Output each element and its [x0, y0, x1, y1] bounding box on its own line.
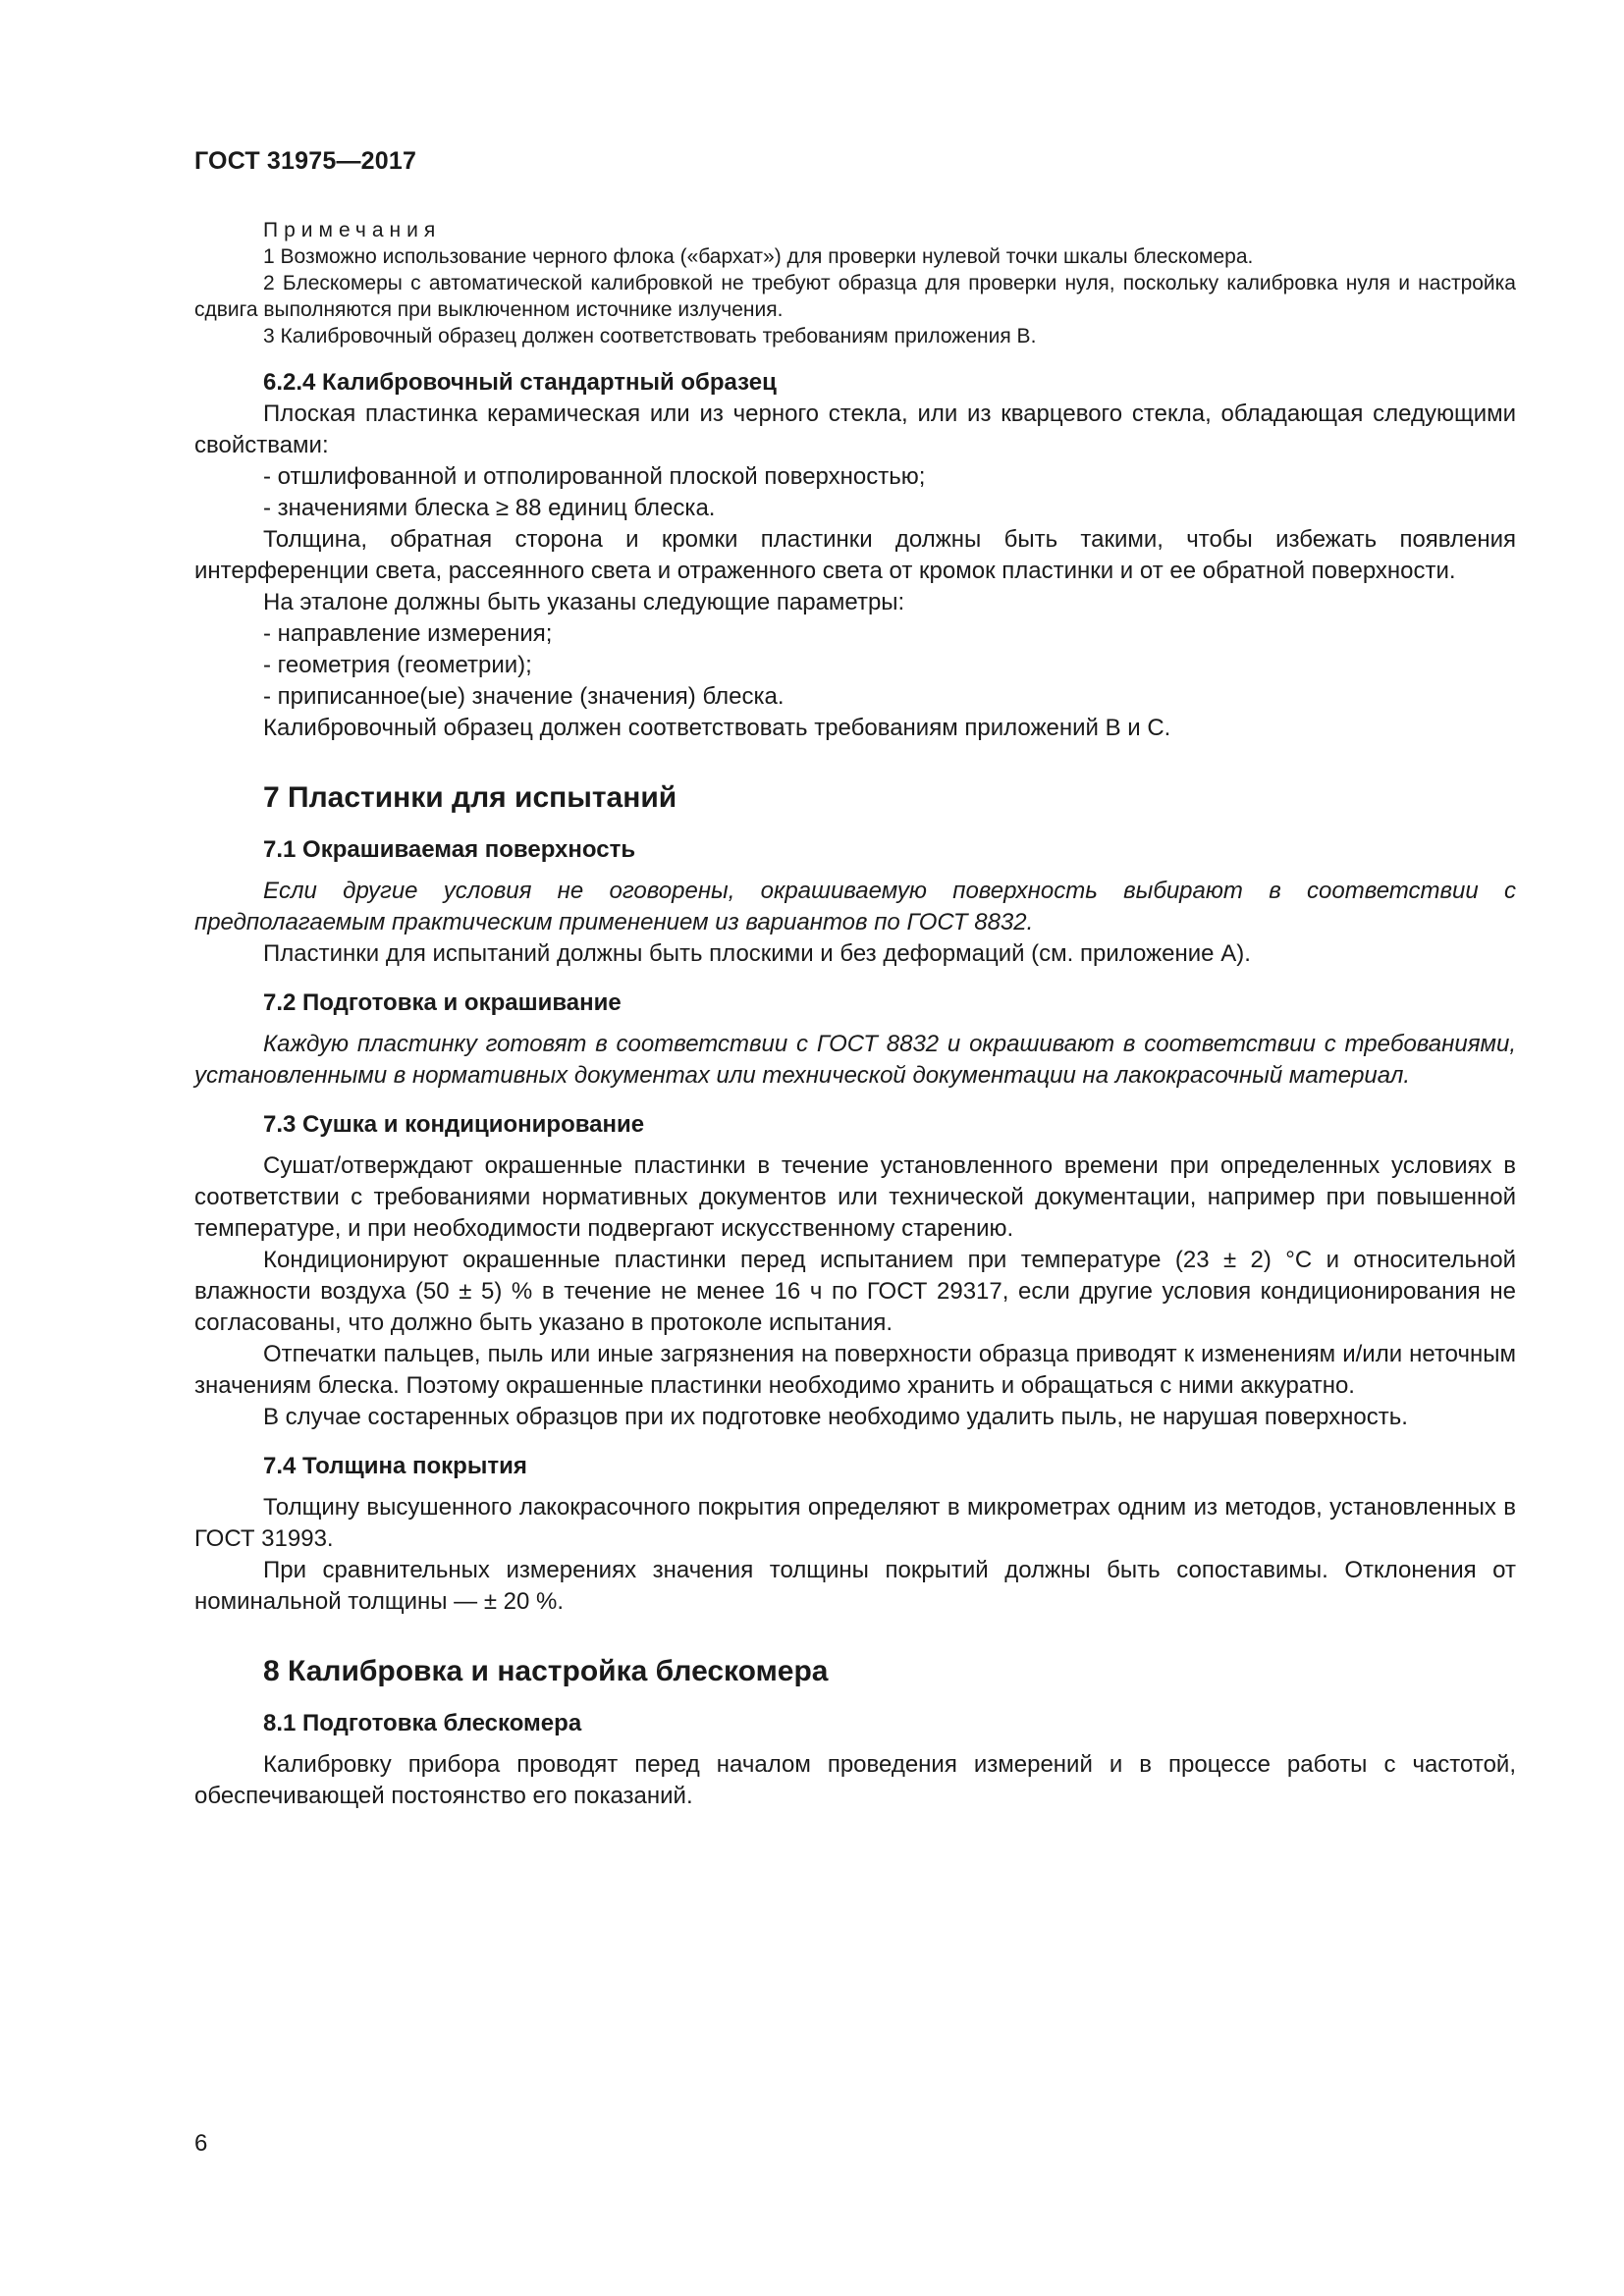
list-item: - геометрия (геометрии); [263, 652, 532, 678]
notes-block [194, 217, 1516, 349]
paragraph: Отпечатки пальцев, пыль или иные загрязнения на поверхности образца приводят к изменениям и/или неточным значениям блеска. Поэтому окрашенные пластинки необходимо хранить и обращаться с ними аккуратно. [194, 1341, 1516, 1399]
page-number: 6 [194, 2130, 208, 2157]
note-item: 1 Возможно использование черного флока («бархат») для проверки нулевой точки шкалы блескомера. [263, 245, 1254, 268]
list-item: - отшлифованной и отполированной плоской поверхностью; [263, 463, 926, 490]
subsection-heading-7-3: 7.3 Сушка и кондиционирование [263, 1111, 645, 1138]
document-page [194, 147, 1516, 1812]
subsection-body-7-3 [194, 1150, 1516, 1433]
subsection-heading-8-1: 8.1 Подготовка блескомера [263, 1710, 582, 1736]
paragraph: При сравнительных измерениях значения толщины покрытий должны быть сопоставимы. Отклонения от номинальной толщины — ± 20 %. [194, 1557, 1516, 1615]
paragraph: Толщину высушенного лакокрасочного покрытия определяют в микрометрах одним из методов, установленных в ГОСТ 31993. [194, 1494, 1516, 1552]
subsection-heading-7-1: 7.1 Окрашиваемая поверхность [263, 836, 636, 863]
section-heading-8: 8 Калибровка и настройка блескомера [263, 1655, 829, 1687]
paragraph: В случае состаренных образцов при их подготовке необходимо удалить пыль, не нарушая поверхность. [263, 1404, 1408, 1430]
document-header: ГОСТ 31975—2017 [194, 147, 417, 175]
note-item: 3 Калибровочный образец должен соответствовать требованиям приложения В. [263, 325, 1037, 347]
subsection-body-7-1 [194, 876, 1516, 970]
subsection-body-7-4 [194, 1492, 1516, 1618]
paragraph: Каждую пластинку готовят в соответствии с ГОСТ 8832 и окрашивают в соответствии с требованиями, установленными в нормативных документах или технической документации на лакокрасочный материал. [194, 1031, 1516, 1089]
subsection-body-8-1 [194, 1749, 1516, 1812]
subsection-heading-7-2: 7.2 Подготовка и окрашивание [263, 989, 622, 1016]
paragraph: Пластинки для испытаний должны быть плоскими и без деформаций (см. приложение А). [263, 940, 1251, 967]
paragraph: Если другие условия не оговорены, окрашиваемую поверхность выбирают в соответствии с предполагаемым практическим применением из вариантов по ГОСТ 8832. [194, 878, 1516, 935]
paragraph: Кондиционируют окрашенные пластинки перед испытанием при температуре (23 ± 2) °С и относительной влажности воздуха (50 ± 5) % в течение не менее 16 ч по ГОСТ 29317, если другие условия кондиционирования не согласованы, что должно быть указано в протоколе испытания. [194, 1247, 1516, 1336]
paragraph: Калибровочный образец должен соответствовать требованиям приложений В и С. [263, 715, 1171, 741]
list-item: - значениями блеска ≥ 88 единиц блеска. [263, 495, 716, 521]
subsection-heading-7-4: 7.4 Толщина покрытия [263, 1453, 527, 1479]
subsection-body-6-2-4 [194, 399, 1516, 744]
section-heading-7: 7 Пластинки для испытаний [263, 781, 677, 814]
notes-title: Примечания [263, 219, 442, 241]
note-item: 2 Блескомеры с автоматической калибровкой не требуют образца для проверки нуля, поскольку калибровка нуля и настройка сдвига выполняются при выключенном источнике излучения. [194, 272, 1516, 321]
subsection-body-7-2 [194, 1029, 1516, 1092]
paragraph: Плоская пластинка керамическая или из черного стекла, или из кварцевого стекла, обладающая следующими свойствами: [194, 400, 1516, 458]
list-item: - направление измерения; [263, 620, 553, 647]
paragraph: Сушат/отверждают окрашенные пластинки в течение установленного времени при определенных условиях в соответствии с требованиями нормативных документов или технической документации, например при повышенной температуре, и при необходимости подвергают искусственному старению. [194, 1152, 1516, 1242]
paragraph: Калибровку прибора проводят перед началом проведения измерений и в процессе работы с частотой, обеспечивающей постоянство его показаний. [194, 1751, 1516, 1809]
subsection-heading-6-2-4: 6.2.4 Калибровочный стандартный образец [263, 369, 777, 396]
paragraph: На эталоне должны быть указаны следующие параметры: [263, 589, 905, 615]
paragraph: Толщина, обратная сторона и кромки пластинки должны быть такими, чтобы избежать появления интерференции света, рассеянного света и отраженного света от кромок пластинки и от ее обратной поверхности. [194, 526, 1516, 584]
list-item: - приписанное(ые) значение (значения) блеска. [263, 683, 785, 710]
